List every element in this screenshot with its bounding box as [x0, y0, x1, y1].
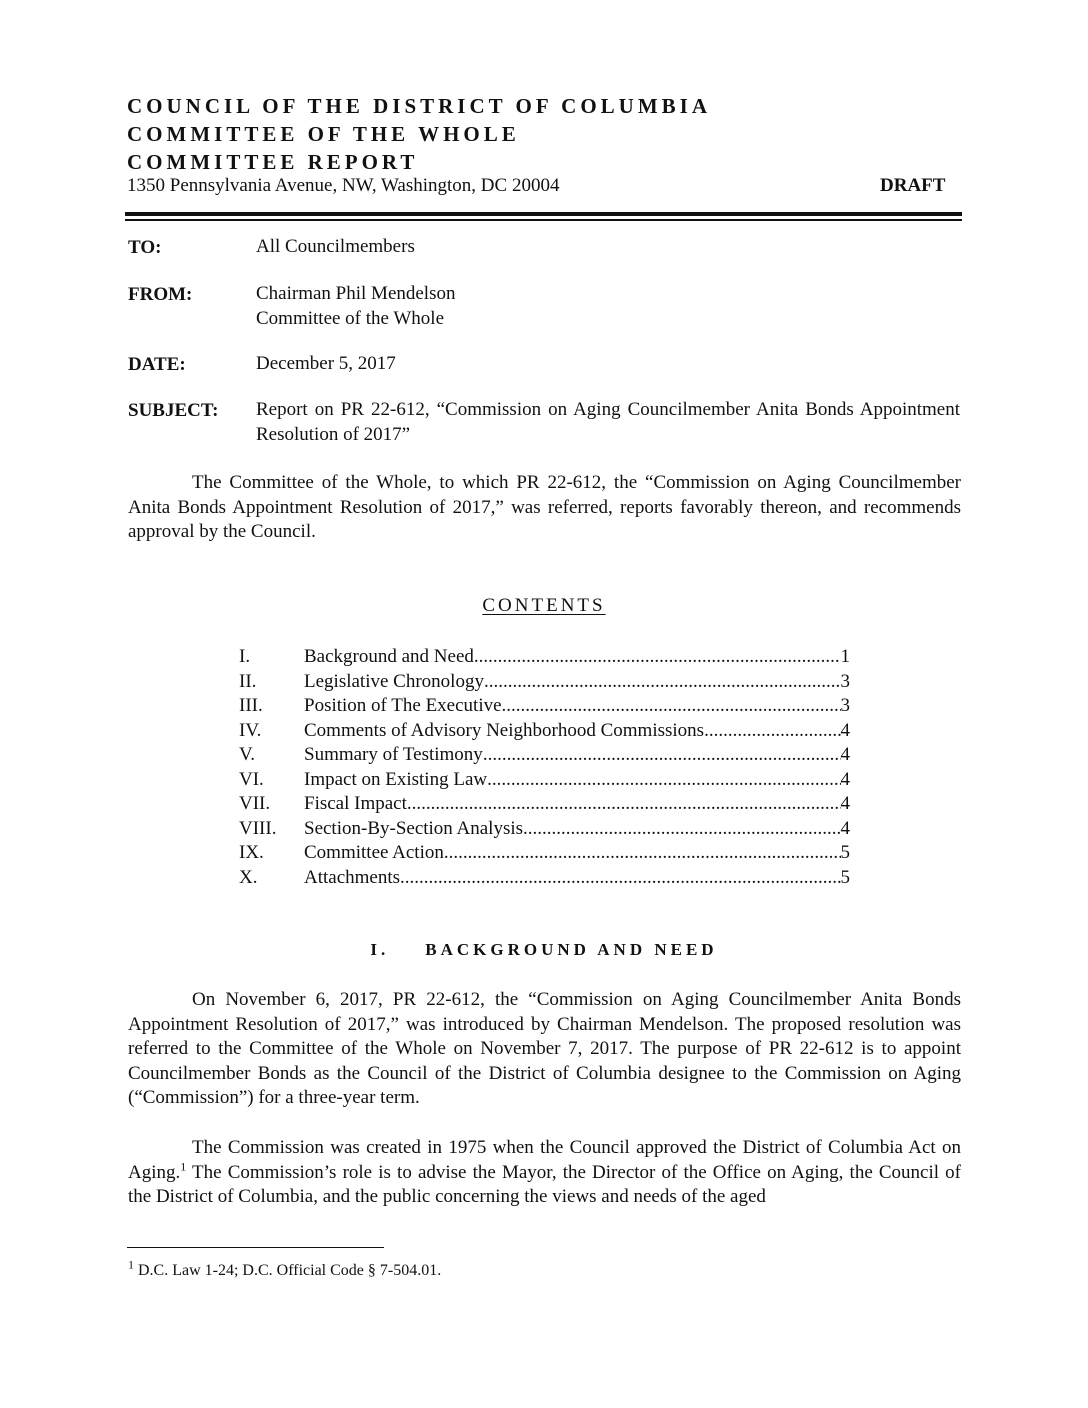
- report-heading: COMMITTEE REPORT: [127, 150, 419, 174]
- toc-title: Summary of Testimony: [304, 744, 483, 765]
- toc-leader: [444, 841, 841, 866]
- toc-title: Section-By-Section Analysis: [304, 817, 524, 839]
- toc-entry[interactable]: [239, 817, 850, 842]
- footnote-mark: 1: [128, 1257, 134, 1272]
- date-label: DATE:: [128, 354, 186, 375]
- toc-page: 4: [840, 793, 850, 814]
- toc-page: 3: [840, 695, 850, 716]
- toc-number: II.: [239, 670, 257, 692]
- toc-leader: [484, 670, 841, 695]
- toc-page: 4: [840, 719, 850, 741]
- council-heading: COUNCIL OF THE DISTRICT OF COLUMBIA: [127, 94, 711, 118]
- subject-label: SUBJECT:: [128, 400, 219, 421]
- draft-label: DRAFT: [880, 175, 946, 196]
- toc-leader: [487, 768, 840, 793]
- toc-entry[interactable]: [239, 743, 850, 768]
- toc-leader: [407, 792, 841, 817]
- toc-entry[interactable]: [239, 694, 850, 719]
- from-line-1: Chairman Phil Mendelson: [256, 283, 456, 304]
- toc-number: IV.: [239, 719, 262, 741]
- toc-number: I.: [239, 646, 251, 667]
- from-line-2: Committee of the Whole: [256, 308, 445, 329]
- toc-number: VI.: [239, 768, 264, 790]
- toc-leader: [523, 817, 840, 842]
- toc-title: Comments of Advisory Neighborhood Commissions: [304, 719, 705, 741]
- section-title: BACKGROUND AND NEED: [425, 940, 718, 959]
- toc-entry[interactable]: [239, 866, 850, 891]
- toc-leader: [483, 743, 841, 768]
- toc-number: III.: [239, 695, 263, 716]
- intro-paragraph: The Committee of the Whole, to which PR 22-612, the “Commission on Aging Councilmember Anita Bonds Appointment Resolution of 2017,” was referred, reports favorably thereon, and recommends approval by the Council.: [128, 472, 961, 542]
- toc-page: 5: [840, 842, 850, 863]
- toc-page: 3: [840, 670, 850, 692]
- toc-number: VIII.: [239, 817, 277, 839]
- to-label: TO:: [128, 237, 162, 258]
- subject-value: Report on PR 22-612, “Commission on Aging Councilmember Anita Bonds Appointment Resolution of 2017”: [256, 399, 960, 445]
- toc-page: 5: [840, 866, 850, 888]
- toc-number: V.: [239, 744, 256, 765]
- toc-title: Committee Action: [304, 842, 444, 863]
- section-number: I.: [370, 940, 390, 959]
- toc-leader: [502, 694, 841, 719]
- toc-title: Legislative Chronology: [304, 670, 484, 692]
- toc-leader: [400, 866, 840, 891]
- footnote-divider: [127, 1247, 384, 1248]
- toc-title: Attachments: [304, 866, 401, 888]
- footnote-text: D.C. Law 1-24; D.C. Official Code § 7-504.01.: [134, 1262, 442, 1279]
- toc-title: Background and Need: [304, 646, 474, 667]
- address: 1350 Pennsylvania Avenue, NW, Washington, DC 20004: [127, 175, 560, 196]
- toc-leader: [474, 645, 841, 670]
- toc-title: Position of The Executive: [304, 695, 502, 716]
- section-heading: [0, 940, 1088, 960]
- toc-page: 1: [840, 646, 850, 667]
- toc-entry[interactable]: [239, 792, 850, 817]
- toc-number: X.: [239, 866, 258, 888]
- toc-page: 4: [840, 744, 850, 765]
- table-of-contents: [239, 645, 850, 890]
- background-paragraph-1: On November 6, 2017, PR 22-612, the “Commission on Aging Councilmember Anita Bonds Appointment Resolution of 2017,” was introduced by Chairman Mendelson. The proposed resolution was referred to the Committee of the Whole on November 7, 2017. The purpose of PR 22-612 is to appoint Councilmember Bonds as the Council of the District of Columbia designee to the Commission on Aging (“Commission”) for a three-year term.: [128, 989, 961, 1108]
- toc-entry[interactable]: [239, 719, 850, 744]
- toc-title: Fiscal Impact: [304, 793, 407, 814]
- contents-title: CONTENTS: [482, 595, 606, 616]
- footnote-reference[interactable]: 1: [180, 1159, 187, 1174]
- header-rule-thin: [125, 219, 962, 221]
- toc-leader: [704, 719, 840, 744]
- toc-entry[interactable]: [239, 670, 850, 695]
- toc-entry[interactable]: [239, 645, 850, 670]
- date-value: December 5, 2017: [256, 353, 396, 374]
- to-value: All Councilmembers: [256, 236, 415, 257]
- toc-number: IX.: [239, 842, 264, 863]
- toc-page: 4: [840, 817, 850, 839]
- header-rule-thick: [125, 212, 962, 216]
- toc-entry[interactable]: [239, 841, 850, 866]
- toc-number: VII.: [239, 793, 271, 814]
- footnote: [128, 1257, 442, 1280]
- background-paragraph-2: The Commission was created in 1975 when the Council approved the District of Columbia Act on Aging.$^1$ The Commission’s role is to advise the Mayor, the Director of the Office on Aging, the Council of the District of Columbia, and the public concerning the views and needs of the aged: [128, 1137, 961, 1207]
- committee-heading: COMMITTEE OF THE WHOLE: [127, 122, 520, 146]
- toc-entry[interactable]: [239, 768, 850, 793]
- from-label: FROM:: [128, 284, 193, 305]
- toc-page: 4: [840, 768, 850, 790]
- toc-title: Impact on Existing Law: [304, 768, 488, 790]
